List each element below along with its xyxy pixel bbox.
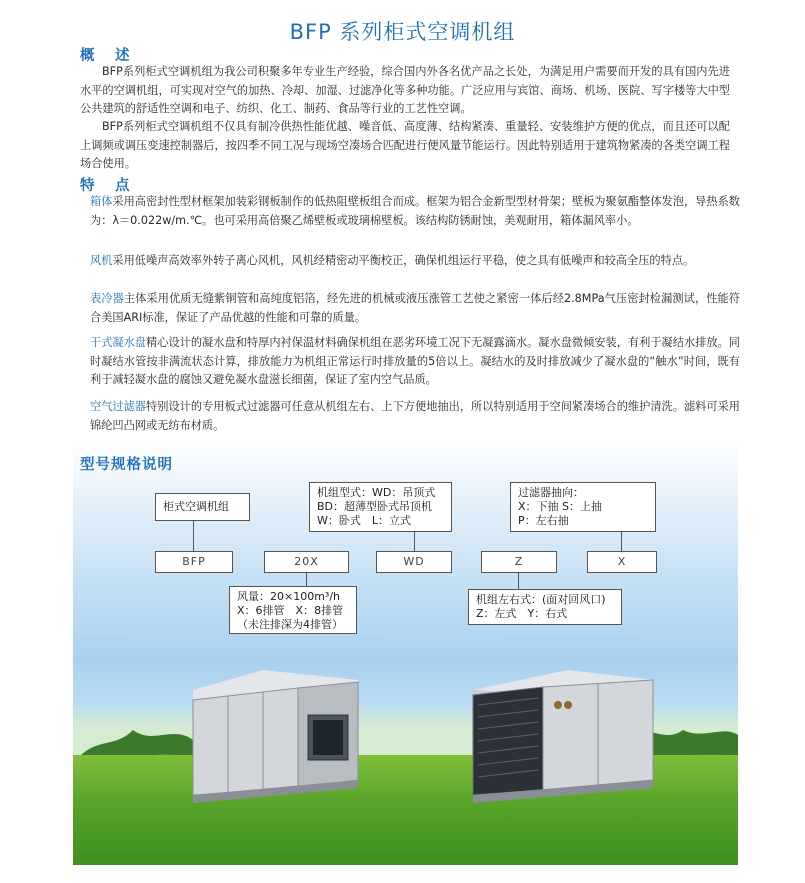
feature-text: 精心设计的凝水盘和特厚内衬保温材料确保机组在恶劣环境工况下无凝露滴水。凝水盘微倾安装，有利于凝结水排放。同时凝结水管按非满流状态计算，排放能力为机组正常运行时排放量的5倍以上。凝结水的及时排放减少了凝水盘的“触水”时间，既有利于减轻凝水盘的腐蚀又避免凝水盘滋长细菌，保证了室内空气品质。 xyxy=(90,336,740,386)
filter-line: X：下抽 S：上抽 xyxy=(518,500,603,513)
overview-paragraph-1: BFP系列柜式空调机组为我公司积聚多年专业生产经验，综合国内外各名优产品之长处，为满足用户需要而开发的具有国内先进水平的空调机组，可实现对空气的加热、冷却、加湿、过滤净化等多种功能。广泛应用与宾馆、商场、机场、医院、写字楼等大中型公共建筑的舒适性空调和电子、纺织、化工、制药、食品等行业的工艺性空调。 xyxy=(80,65,730,115)
code-box-side: Z xyxy=(481,551,557,573)
unit-name-box: 柜式空调机组 xyxy=(155,493,250,521)
filter-direction-box xyxy=(510,482,656,532)
feature-filter xyxy=(80,398,740,435)
machine-type-line: 机组型式：WD：吊顶式 xyxy=(317,486,436,499)
code-box-type: WD xyxy=(376,551,452,573)
feature-drain-pan xyxy=(80,334,740,390)
side-line: 机组左右式：(面对回风口) xyxy=(476,593,606,606)
features-heading: 特 点 xyxy=(80,178,133,194)
airflow-line: （未注排深为4排管） xyxy=(237,618,343,631)
code-box-bfp: BFP xyxy=(155,551,233,573)
connector-line xyxy=(518,573,519,589)
feature-text: 主体采用优质无缝紫铜管和高纯度铝箔，经先进的机械或液压涨管工艺使之紧密一体后经2.8MPa气压密封检漏测试，性能符合美国ARI标准，保证了产品优越的性能和可靠的质量。 xyxy=(90,292,740,324)
machine-type-line: W：卧式 L：立式 xyxy=(317,514,412,527)
model-heading: 型号规格说明 xyxy=(80,457,173,473)
overview-heading: 概 述 xyxy=(80,48,133,64)
connector-line xyxy=(193,521,194,551)
connector-line xyxy=(621,532,622,551)
feature-key: 箱体 xyxy=(90,195,113,208)
feature-text: 采用低噪声高效率外转子离心风机，风机经精密动平衡校正，确保机组运行平稳，使之具有低噪声和较高全压的特点。 xyxy=(112,254,695,267)
feature-key: 风机 xyxy=(90,254,113,267)
side-type-box xyxy=(468,589,622,625)
feature-cabinet xyxy=(80,193,740,230)
overview-paragraph-2: BFP系列柜式空调机组不仅具有制冷供热性能优越、噪音低、高度薄、结构紧凑、重量轻、安装维护方便的优点，而且还可以配上调频或调压变速控制器后，按四季不同工况与现场空凑场合匹配进行便风量节能运行。因此特别适用于建筑物紧凑的各类空调工程场合使用。 xyxy=(80,120,730,170)
connector-line xyxy=(306,573,307,586)
code-box-filter: X xyxy=(587,551,657,573)
filter-line: 过滤器抽向： xyxy=(518,486,584,499)
air-handler-unit-right xyxy=(468,665,658,805)
feature-fan xyxy=(80,252,740,271)
feature-text: 采用高密封性型材框架加装彩钢板制作的低热阻壁板组合而成。框架为铝合金新型型材骨架；壁板为聚氨酯整体发泡，导热系数为：λ＝0.022w/m.℃。也可采用高倍聚乙烯壁板或玻璃棉壁板。该结构防锈耐蚀，美观耐用，箱体漏风率小。 xyxy=(90,195,740,227)
machine-type-line: BD：超薄型卧式吊顶机 xyxy=(317,500,433,513)
connector-line xyxy=(414,532,415,551)
filter-line: P：左右抽 xyxy=(518,514,569,527)
machine-type-box xyxy=(309,482,452,532)
side-line: Z：左式 Y：右式 xyxy=(476,607,568,620)
page-title: BFP 系列柜式空调机组 xyxy=(289,20,516,44)
air-handler-unit-left xyxy=(183,670,363,805)
airflow-line: X：6排管 X：8排管 xyxy=(237,604,344,617)
feature-coil xyxy=(80,290,740,327)
feature-key: 干式凝水盘 xyxy=(90,336,147,349)
code-box-airflow: 20X xyxy=(264,551,349,573)
feature-key: 表冷器 xyxy=(90,292,124,305)
airflow-box xyxy=(229,586,357,634)
airflow-line: 风量：20×100m³/h xyxy=(237,590,341,603)
feature-text: 特别设计的专用板式过滤器可任意从机组左右、上下方便地抽出，所以特别适用于空间紧凑场合的维护清洗。滤料可采用锦纶凹凸网或无纺布材质。 xyxy=(90,400,740,432)
feature-key: 空气过滤器 xyxy=(90,400,147,413)
